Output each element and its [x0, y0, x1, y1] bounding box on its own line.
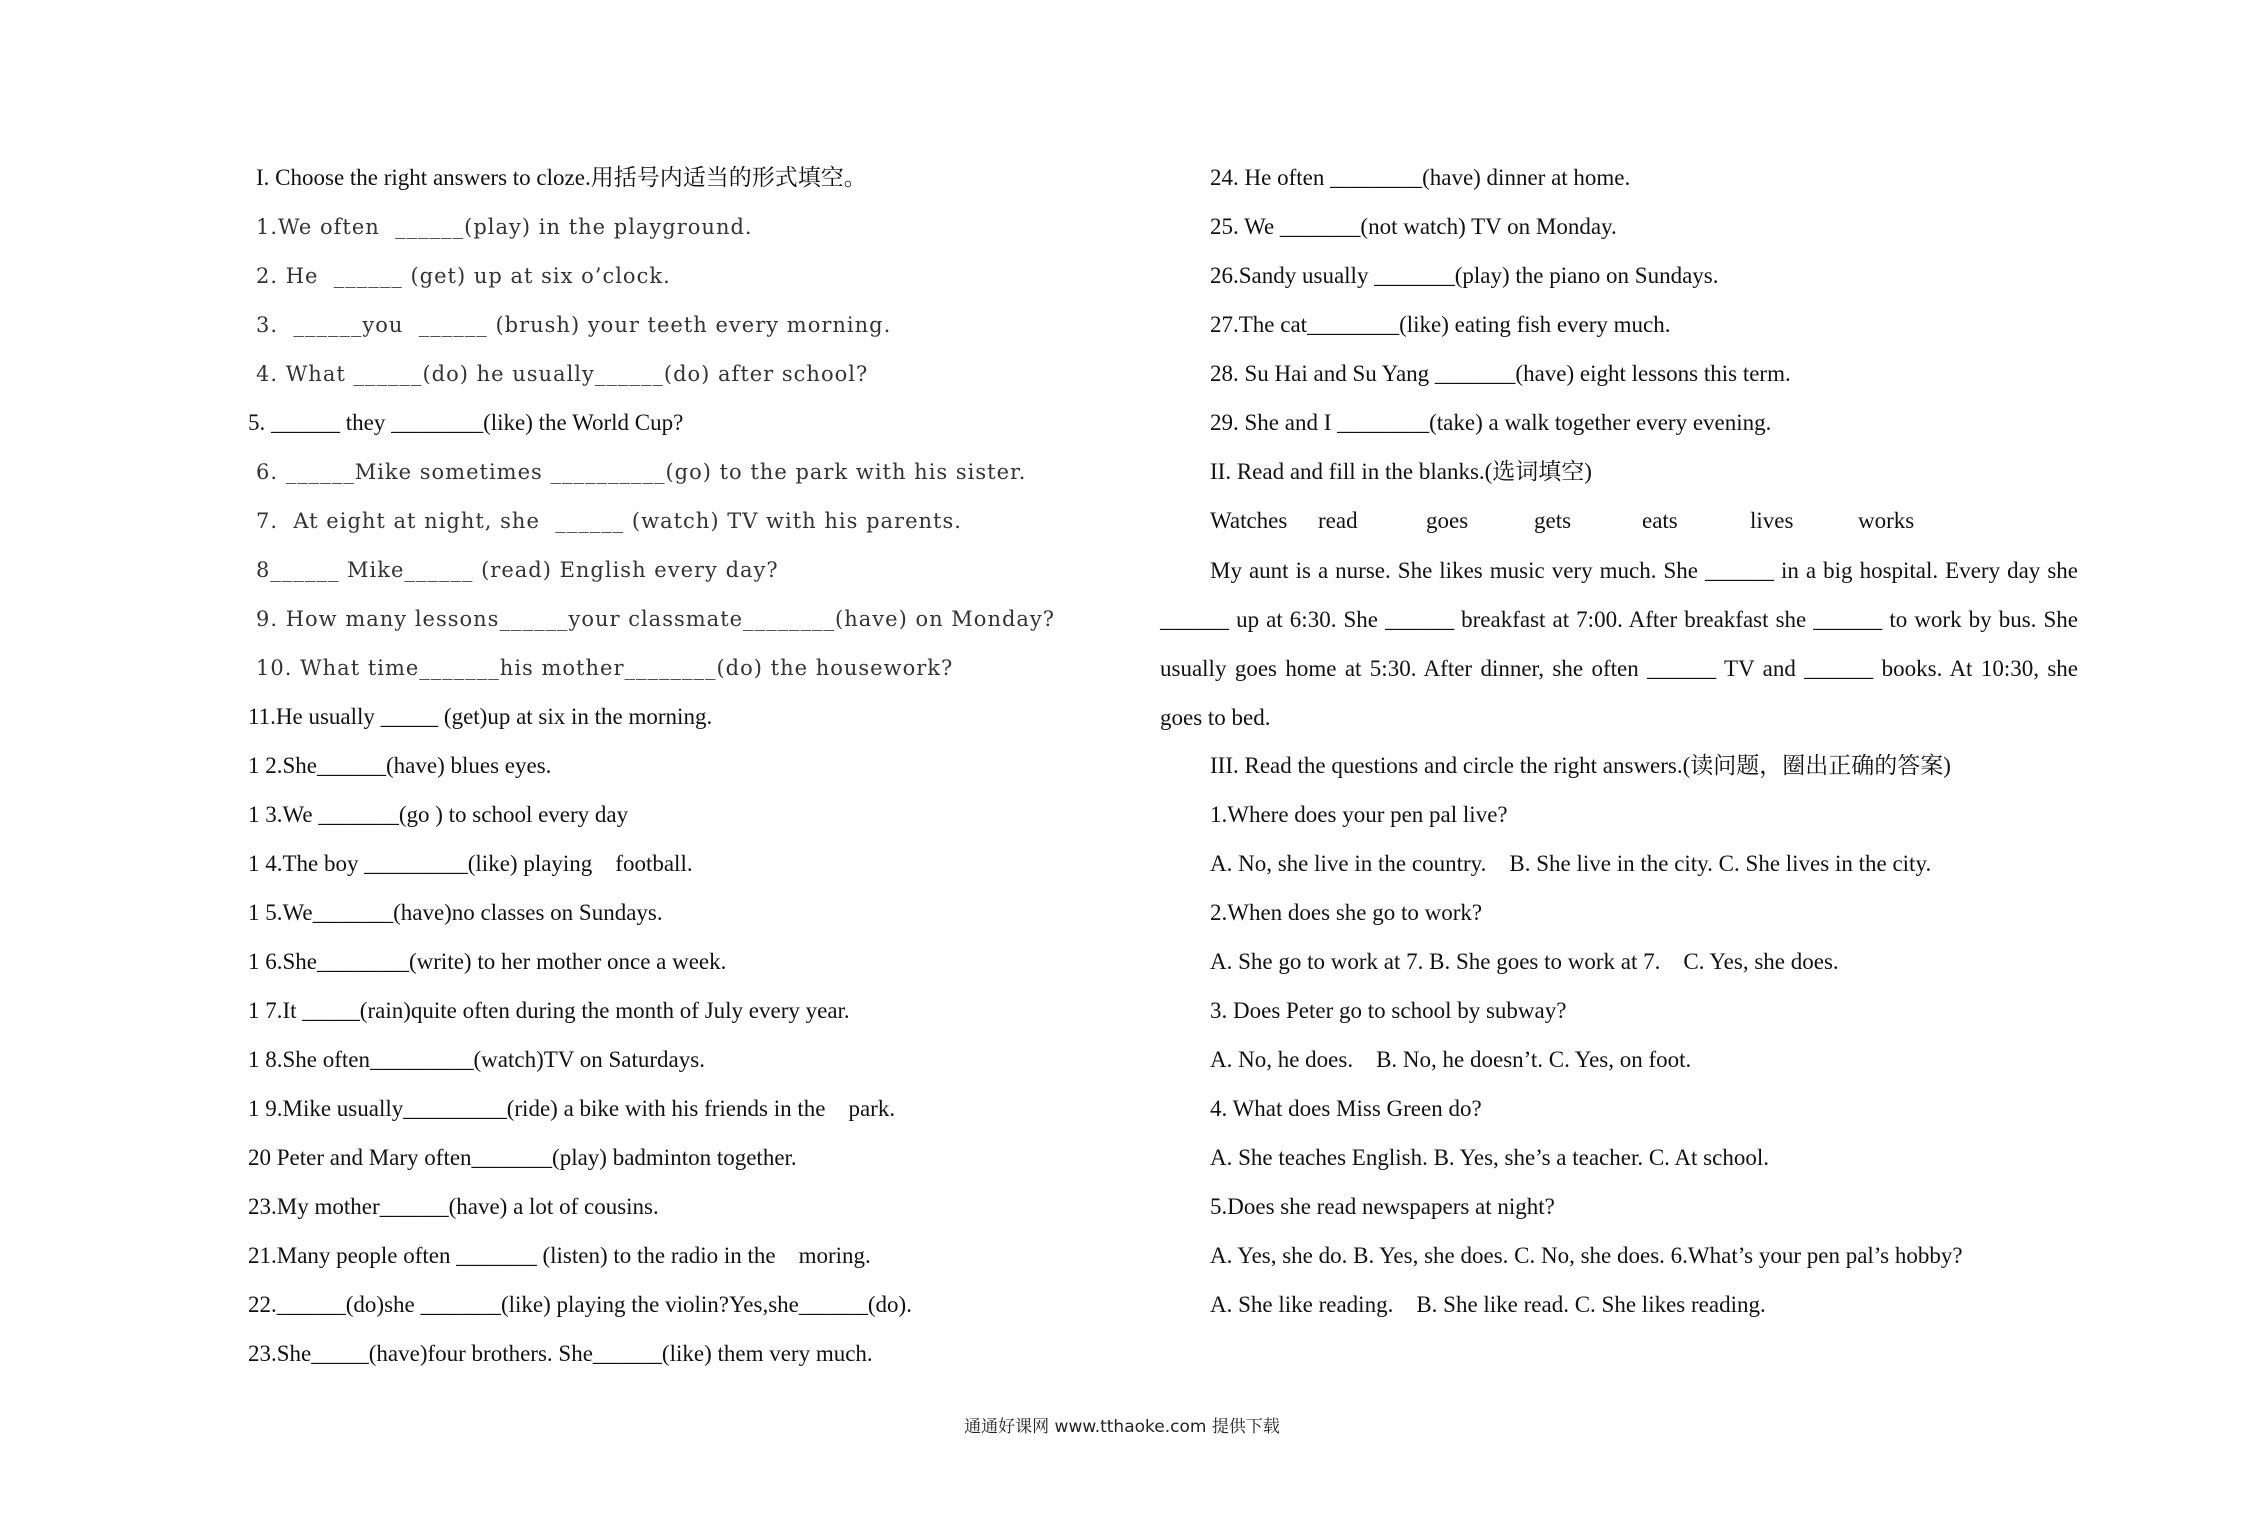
word-bank-item: read	[1318, 508, 1358, 533]
question-25: 25. We _______(not watch) TV on Monday.	[1210, 214, 1617, 239]
section-3-heading: III. Read the questions and circle the right answers.(读问题，圈出正确的答案)	[1210, 753, 1951, 778]
question-23a: 23.My mother______(have) a lot of cousins.	[248, 1194, 659, 1219]
question-23b: 23.She_____(have)four brothers. She______(like) them very much.	[248, 1341, 873, 1366]
word-bank-item: lives	[1750, 508, 1794, 533]
word-bank-item: goes	[1426, 508, 1469, 533]
question-24: 24. He often ________(have) dinner at home.	[1210, 165, 1631, 190]
word-bank-item: eats	[1642, 508, 1678, 533]
question-22: 22.______(do)she _______(like) playing the violin?Yes,she______(do).	[248, 1292, 912, 1317]
question-27: 27.The cat________(like) eating fish every much.	[1210, 312, 1671, 337]
question-11: 11.He usually _____ (get)up at six in the morning.	[248, 704, 713, 729]
reading-question-5: 5.Does she read newspapers at night?	[1210, 1194, 1555, 1219]
question-14: 1 4.The boy _________(like) playing football.	[248, 851, 693, 876]
question-26: 26.Sandy usually _______(play) the piano on Sundays.	[1210, 263, 1719, 288]
question-7: 7. At eight at night, she ______ (watch) TV with his parents.	[256, 509, 962, 533]
left-column	[248, 160, 1128, 1385]
question-19: 1 9.Mike usually_________(ride) a bike with his friends in the park.	[248, 1096, 896, 1121]
question-5: 5. ______ they ________(like) the World Cup?	[248, 410, 684, 435]
reading-question-1: 1.Where does your pen pal live?	[1210, 802, 1508, 827]
reading-answers-1: A. No, she live in the country. B. She live in the city. C. She lives in the city.	[1210, 851, 1932, 876]
word-bank	[1160, 503, 2078, 552]
question-18: 1 8.She often_________(watch)TV on Saturdays.	[248, 1047, 705, 1072]
question-21: 21.Many people often _______ (listen) to the radio in the moring.	[248, 1243, 871, 1268]
question-16: 1 6.She________(write) to her mother once a week.	[248, 949, 727, 974]
right-column	[1160, 160, 2078, 1336]
question-9: 9. How many lessons______your classmate________(have) on Monday?	[256, 607, 1056, 631]
question-13: 1 3.We _______(go ) to school every day	[248, 802, 629, 827]
question-4: 4. What ______(do) he usually______(do) after school?	[256, 362, 869, 386]
question-15: 1 5.We_______(have)no classes on Sundays.	[248, 900, 663, 925]
reading-answers-5: A. Yes, she do. B. Yes, she does. C. No, she does. 6.What’s your pen pal’s hobby?	[1210, 1243, 1963, 1268]
section-2-heading: II. Read and fill in the blanks.(选词填空)	[1210, 459, 1592, 484]
reading-answers-6: A. She like reading. B. She like read. C. She likes reading.	[1210, 1292, 1766, 1317]
question-29: 29. She and I ________(take) a walk together every evening.	[1210, 410, 1772, 435]
page-footer: 通通好课网 www.tthaoke.com 提供下载	[964, 1417, 1280, 1437]
question-8: 8______ Mike______ (read) English every day?	[256, 558, 779, 582]
question-17: 1 7.It _____(rain)quite often during the month of July every year.	[248, 998, 850, 1023]
question-2: 2. He ______ (get) up at six o’clock.	[256, 264, 671, 288]
reading-answers-3: A. No, he does. B. No, he doesn’t. C. Yes, on foot.	[1210, 1047, 1692, 1072]
question-3: 3. ______you ______ (brush) your teeth every morning.	[256, 313, 892, 337]
reading-passage: My aunt is a nurse. She likes music very much. She ______ in a big hospital. Every day she ______ up at 6:30. She ______ breakfast at 7:00. After breakfast she ______ to work by bus. She usually goes home at 5:30. After dinner, she often ______ TV and ______ books. At 10:30, she goes to bed.	[1160, 558, 2078, 730]
reading-answers-2: A. She go to work at 7. B. She goes to work at 7. C. Yes, she does.	[1210, 949, 1839, 974]
question-20: 20 Peter and Mary often_______(play) badminton together.	[248, 1145, 797, 1170]
reading-question-2: 2.When does she go to work?	[1210, 900, 1483, 925]
question-10: 10. What time_______his mother________(do) the housework?	[256, 656, 954, 680]
word-bank-item: Watches	[1210, 508, 1288, 533]
question-6: 6. ______Mike sometimes __________(go) to the park with his sister.	[256, 460, 1027, 484]
reading-question-3: 3. Does Peter go to school by subway?	[1210, 998, 1567, 1023]
question-1: 1.We often ______(play) in the playground.	[256, 215, 753, 239]
word-bank-item: gets	[1534, 508, 1572, 533]
section-1-heading: I. Choose the right answers to cloze.用括号内适当的形式填空。	[256, 165, 867, 190]
question-12: 1 2.She______(have) blues eyes.	[248, 753, 552, 778]
reading-question-4: 4. What does Miss Green do?	[1210, 1096, 1482, 1121]
question-28: 28. Su Hai and Su Yang _______(have) eight lessons this term.	[1210, 361, 1791, 386]
reading-answers-4: A. She teaches English. B. Yes, she’s a teacher. C. At school.	[1210, 1145, 1769, 1170]
word-bank-item: works	[1858, 508, 1915, 533]
